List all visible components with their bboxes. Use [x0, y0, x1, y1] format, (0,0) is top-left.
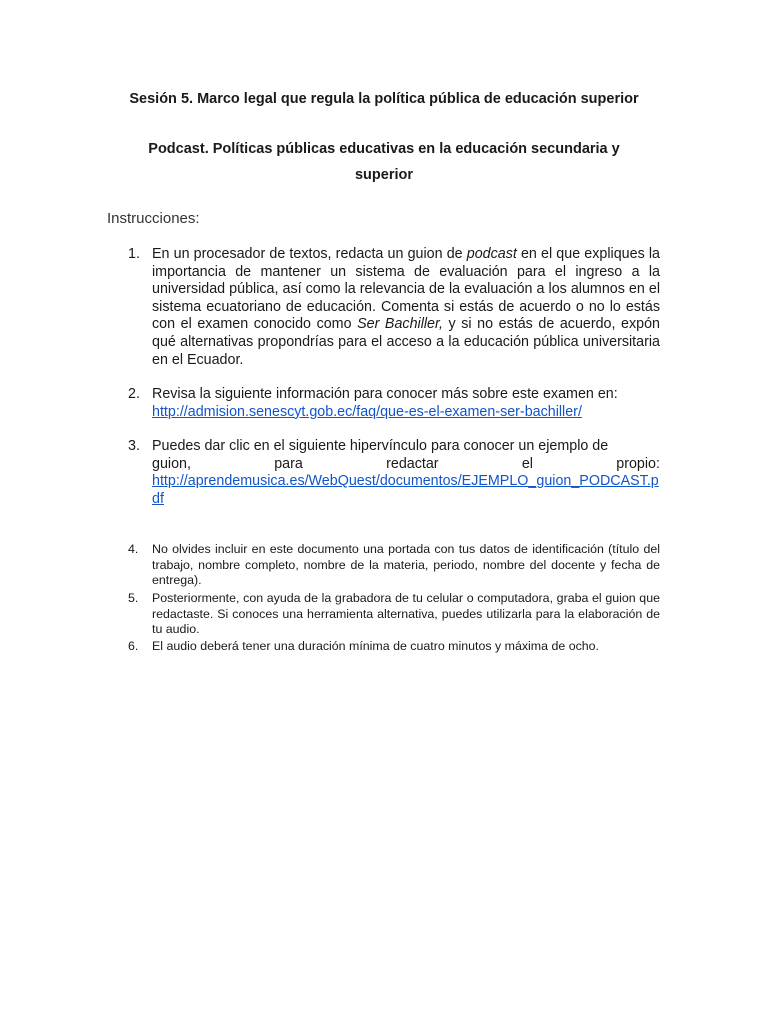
item-text: El audio deberá tener una duración mínima de cuatro minutos y máxima de ocho. [152, 639, 600, 653]
word: redactar [386, 455, 439, 472]
instructions-label: Instrucciones: [107, 210, 200, 227]
list-number: 6. [128, 639, 139, 653]
item-text: En un procesador de textos, redacta un guion de [152, 246, 467, 262]
item-text: y si no estás de acuerdo, expón qué alternativas propondrías para el acceso a la educación pública universitaria en el Ecuador. [152, 316, 661, 368]
list-number: 5. [128, 591, 139, 605]
item-text: Puedes dar clic en el siguiente hipervínculo para conocer un ejemplo de [152, 438, 609, 454]
list-item-3 [128, 438, 660, 508]
exam-info-link[interactable]: http://admision.senescyt.gob.ec/faq/que-es-el-examen-ser-bachiller/ [152, 403, 582, 420]
list-item-4 [128, 542, 660, 589]
word: el [521, 455, 533, 472]
list-item-5 [128, 591, 660, 638]
item-text: en el que expliques la importancia de mantener un sistema de evaluación para el ingreso a la universidad pública, así como la relevancia de la evaluación a los alumnos en el sistema ecuatoriano de educación. Comenta si estás de acuerdo o no lo estás con el examen conocido como [152, 246, 660, 333]
list-number: 4. [128, 542, 139, 556]
word: guion, [152, 455, 191, 472]
list-item-1 [128, 246, 661, 369]
item-text: Revisa la siguiente información para conocer más sobre este examen en: [152, 386, 618, 402]
word: propio: [616, 455, 660, 472]
podcast-example-link[interactable]: http://aprendemusica.es/WebQuest/documentos/EJEMPLO_guion_PODCAST.pdf [152, 473, 659, 507]
item-text: Posteriormente, con ayuda de la grabadora de tu celular o computadora, graba el guion que redactaste. Si conoces una herramienta alternativa, puedes utilizarla para la elaboración de tu audio. [152, 591, 660, 637]
podcast-subtitle: Podcast. Políticas públicas educativas en la educación secundaria y superior [148, 141, 620, 183]
item-justified-line [152, 456, 660, 474]
item-emphasis: podcast [466, 246, 517, 262]
list-number: 2. [128, 386, 140, 402]
word: para [274, 455, 303, 472]
list-item-6 [128, 639, 660, 655]
session-title: Sesión 5. Marco legal que regula la política pública de educación superior [129, 91, 639, 107]
item-text: No olvides incluir en este documento una portada con tus datos de identificación (título del trabajo, nombre completo, nombre de la materia, periodo, nombre del docente y fecha de entrega). [152, 542, 660, 588]
item-emphasis: Ser Bachiller, [357, 316, 443, 333]
list-item-2 [128, 386, 660, 421]
list-number: 1. [128, 246, 140, 262]
list-number: 3. [128, 438, 140, 454]
